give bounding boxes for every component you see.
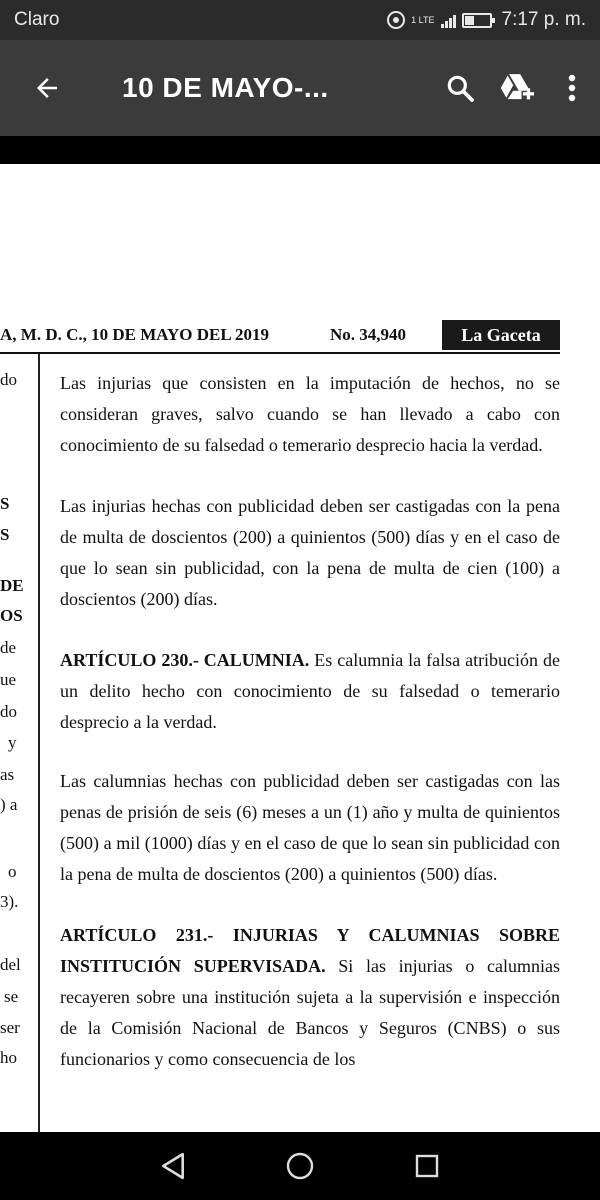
carrier-name: Claro — [14, 9, 60, 30]
signal-icon — [441, 12, 456, 28]
battery-icon — [462, 13, 492, 28]
add-to-drive-button[interactable] — [488, 40, 544, 136]
left-fragment: ) a — [0, 795, 18, 814]
left-fragment: do — [0, 702, 17, 721]
system-nav-bar — [0, 1132, 600, 1200]
left-fragment: as — [0, 765, 15, 784]
column-rule — [38, 354, 40, 1132]
header-brand: La Gaceta — [442, 320, 560, 350]
left-fragment: S — [0, 494, 10, 513]
search-button[interactable] — [432, 40, 488, 136]
left-fragment: 3). — [0, 892, 19, 911]
header-issue-number: No. 34,940 — [330, 325, 407, 344]
paragraph: ARTÍCULO 230.- CALUMNIA. Es calumnia la falsa atribución de un delito hecho con conocimiento de su falsedad o temerario desprecio a la verdad. — [60, 650, 561, 732]
lte-icon: 1 LTE — [411, 14, 435, 25]
document-title: 10 DE MAYO-... — [122, 72, 329, 103]
document-page[interactable] — [0, 164, 600, 1132]
left-fragment: ho — [0, 1048, 17, 1067]
status-icons — [387, 9, 586, 31]
left-fragment: se — [4, 987, 19, 1006]
header-date: A, M. D. C., 10 DE MAYO DEL 2019 — [0, 325, 270, 344]
gazette-header — [0, 320, 560, 352]
article-heading: ARTÍCULO 231.- INJURIAS Y CALUMNIAS SOBRE INSTITUCIÓN SUPERVISADA. — [60, 925, 560, 976]
paragraph: Las injurias que consisten en la imputación de hechos, no se consideran graves, salvo cuando se han llevado a cabo con conocimiento de su falsedad o temerario desprecio hacia la verdad. — [60, 373, 560, 455]
drive-add-icon — [498, 71, 534, 105]
status-bar — [0, 0, 600, 40]
recents-square-icon — [414, 1153, 440, 1179]
header-rule — [0, 352, 560, 354]
home-circle-icon — [285, 1151, 315, 1181]
more-options-button[interactable] — [544, 40, 600, 136]
left-fragment: de — [0, 638, 17, 657]
back-triangle-icon — [160, 1152, 186, 1180]
article-heading: ARTÍCULO 230.- CALUMNIA. — [60, 650, 310, 670]
left-fragment: OS — [0, 606, 23, 625]
page-gap — [0, 136, 600, 164]
article-column — [60, 368, 560, 1105]
back-arrow-icon — [32, 73, 62, 103]
back-button[interactable] — [16, 40, 78, 136]
hotspot-icon — [387, 11, 405, 29]
search-icon — [444, 72, 476, 104]
left-fragment: ue — [0, 670, 17, 689]
more-vert-icon — [567, 73, 577, 103]
left-fragment: DE — [0, 576, 24, 595]
left-fragment: o — [8, 862, 17, 881]
app-bar — [0, 40, 600, 136]
nav-recents-button[interactable] — [397, 1136, 457, 1196]
left-fragment: ser — [0, 1018, 20, 1037]
nav-home-button[interactable] — [270, 1136, 330, 1196]
nav-back-button[interactable] — [143, 1136, 203, 1196]
paragraph: Las injurias hechas con publicidad deben ser castigadas con la pena de multa de doscientos (200) a quinientos (500) días y en el caso de que lo sean sin publicidad, con la pena de multa de cien (100) a doscientos (200) días. — [60, 496, 560, 609]
left-fragment: del — [0, 955, 21, 974]
paragraph: ARTÍCULO 231.- INJURIAS Y CALUMNIAS SOBRE INSTITUCIÓN SUPERVISADA. Si las injurias o calumnias recayeren sobre una institución sujeta a la supervisión e inspección de la Comisión Nacional de Bancos y Seguros (CNBS) o sus funcionarios y como consecuencia de los — [60, 925, 560, 1069]
paragraph: Las calumnias hechas con publicidad deben ser castigadas con las penas de prisión de seis (6) meses a un (1) año y multa de quinientos (500) a mil (1000) días y en el caso de que lo sean sin publicidad con la pena de multa de doscientos (200) a quinientos (500) días. — [60, 771, 560, 884]
left-fragment: y — [8, 733, 17, 752]
clock: 7:17 p. m. — [501, 9, 586, 30]
left-fragment: do — [0, 370, 17, 389]
left-fragment: S — [0, 525, 10, 544]
